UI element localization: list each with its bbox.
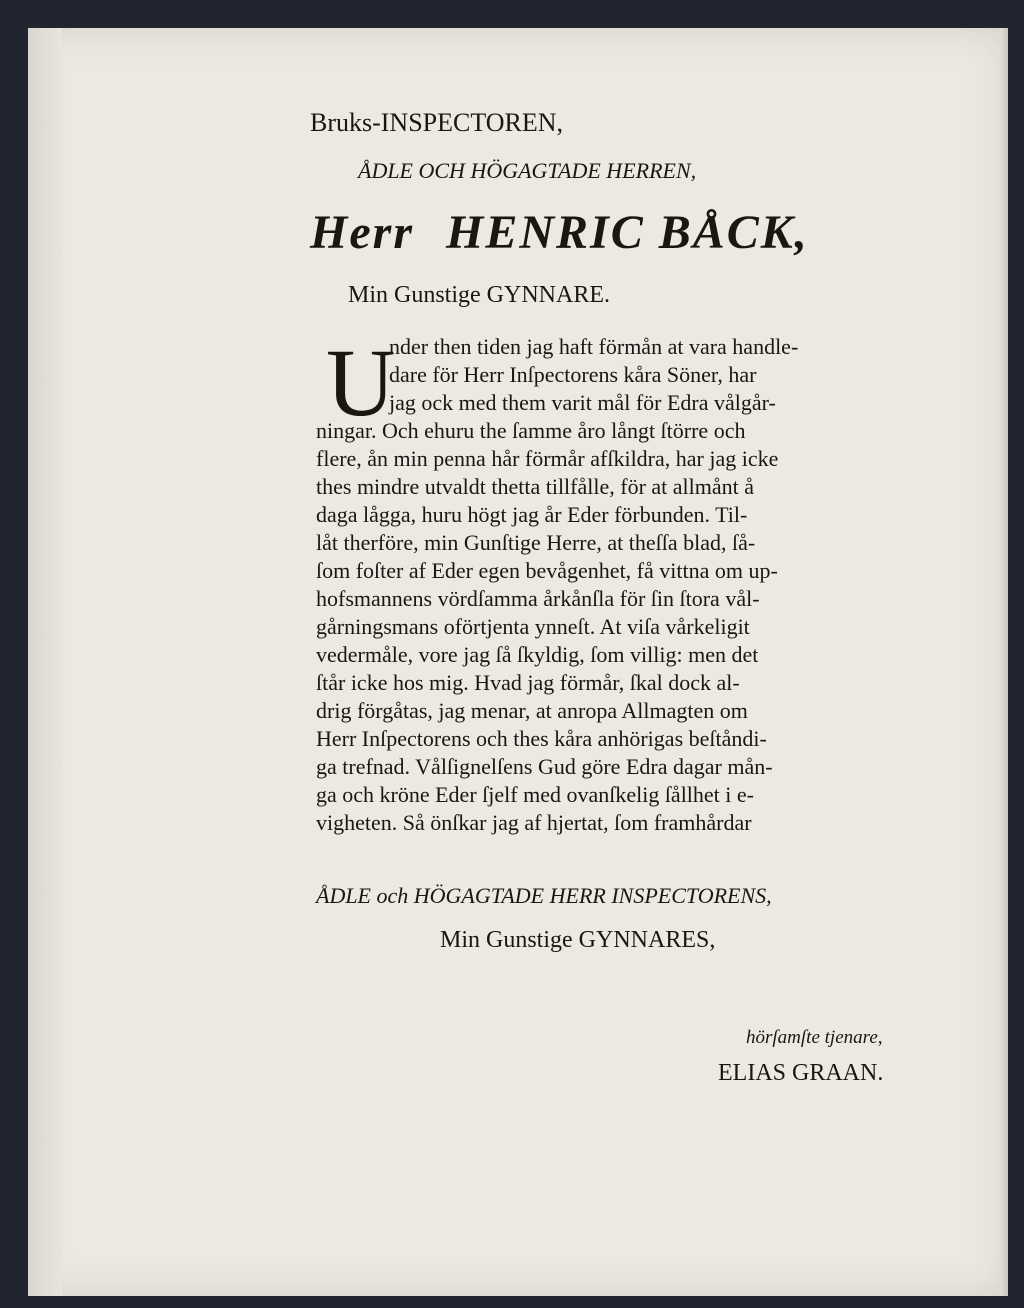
body-line: ga trefnad. Vålſignelſens Gud göre Edra dagar mån- [316,754,773,779]
closing-addressee: Min Gunstige GYNNARES, [440,927,716,953]
heading-addressee: Min Gunstige GYNNARE. [348,282,610,308]
body-line: flere, ån min penna hår förmår afſkildra, har jag icke [316,446,779,471]
page-gutter [28,28,62,1296]
heading-subtitle: ÅDLE OCH HÖGAGTADE HERREN, [358,158,697,183]
heading-name-main: HENRIC BÅCK, [446,206,809,259]
heading-title: Bruks-INSPECTOREN, [310,108,564,137]
body-line: gårningsmans oförtjenta ynneſt. At viſa vårkeligit [316,614,750,639]
body-line: ſom foſter af Eder egen bevågenhet, få vittna om up- [316,558,778,583]
body-line: låt therföre, min Gunſtige Herre, at theſſa blad, ſå- [316,530,756,555]
body-line: Herr Inſpectorens och thes kåra anhörigas beſtåndi- [316,726,767,751]
body-line: vigheten. Så önſkar jag af hjertat, ſom framhårdar [316,810,752,835]
letter-body [316,329,956,837]
closing-salutation: ÅDLE och HÖGAGTADE HERR INSPECTORENS, [316,883,772,908]
body-line: vedermåle, vore jag ſå ſkyldig, ſom villig: men det [316,642,759,667]
heading-name-prefix: Herr [310,206,414,259]
body-line: hofsmannens vördſamma årkånſla för ſin ſtora vål- [316,586,760,611]
page-edge [1000,28,1008,1296]
body-line: nder then tiden jag haft förmån at vara handle- [389,334,799,359]
body-line: thes mindre utvaldt thetta tillfålle, för at allmånt å [316,474,755,499]
body-line: jag ock med them varit mål för Edra vålgår- [389,390,776,415]
signature-name: ELIAS GRAAN. [718,1060,884,1086]
body-line: ſtår icke hos mig. Hvad jag förmår, ſkal dock al- [316,670,740,695]
body-line: drig förgåtas, jag menar, at anropa Allmagten om [316,698,748,723]
body-line: daga lågga, huru högt jag år Eder förbunden. Til- [316,502,748,527]
drop-cap: U [326,329,396,436]
signature-servant: hörſamſte tjenare, [746,1027,883,1048]
body-line: dare för Herr Inſpectorens kåra Söner, har [389,362,757,387]
body-line: ningar. Och ehuru the ſamme åro långt ſtörre och [316,418,746,443]
body-line: ga och kröne Eder ſjelf med ovanſkelig ſållhet i e- [316,782,755,807]
heading-name [310,205,809,260]
